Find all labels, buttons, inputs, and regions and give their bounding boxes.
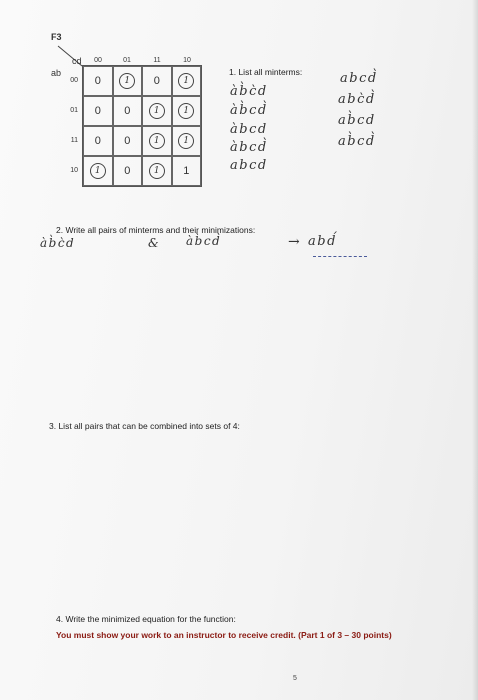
col-header: 11 bbox=[153, 57, 161, 64]
row-header: 00 bbox=[70, 77, 78, 84]
question-3: 3. List all pairs that can be combined into sets of 4: bbox=[49, 421, 240, 431]
minterm-right-1: abcd̀ bbox=[340, 71, 378, 86]
kmap-cell bbox=[142, 96, 172, 126]
kmap-cell bbox=[83, 96, 113, 126]
minterm-left-2: àb̀cd̀ bbox=[230, 103, 268, 118]
minterm-left-1: àb̀c̀d bbox=[230, 84, 268, 99]
kmap-cell bbox=[142, 66, 172, 96]
pair-minterm-a: àb̀c̀d bbox=[40, 236, 76, 250]
kmap-value: 0 bbox=[124, 135, 131, 147]
kmap-cell bbox=[113, 66, 143, 96]
circled-one: 1 bbox=[178, 73, 194, 89]
kmap-cell bbox=[83, 156, 113, 186]
minterm-right-4: ab̀cd̀ bbox=[338, 134, 376, 149]
circled-one: 1 bbox=[178, 103, 194, 119]
circled-one: 1 bbox=[178, 133, 194, 149]
col-header: 00 bbox=[94, 57, 102, 64]
kmap-cell bbox=[83, 66, 113, 96]
minterm-left-3: àbcd bbox=[230, 122, 268, 137]
minterm-left-5: abcd bbox=[230, 158, 268, 173]
kmap-cell bbox=[172, 126, 202, 156]
question-4: 4. Write the minimized equation for the function: bbox=[56, 614, 236, 624]
circled-one: 1 bbox=[149, 163, 165, 179]
kmap-title: F3 bbox=[51, 32, 62, 42]
pair-minimization: abd́ bbox=[308, 234, 337, 249]
kmap-grid bbox=[82, 65, 202, 187]
row-header: 01 bbox=[70, 107, 78, 114]
circled-one: 1 bbox=[149, 103, 165, 119]
kmap-value: 0 bbox=[153, 75, 160, 87]
col-header: 10 bbox=[183, 57, 191, 64]
minterm-right-2: abc̀d̀ bbox=[338, 92, 376, 107]
minterm-right-3: ab̀cd bbox=[338, 113, 376, 128]
page-number: 5 bbox=[293, 675, 297, 682]
corner-cd-label: cd bbox=[72, 56, 82, 66]
pair-ampersand: & bbox=[148, 236, 161, 250]
kmap-value: 0 bbox=[124, 165, 131, 177]
kmap-value: 1 bbox=[183, 165, 190, 177]
kmap-cell bbox=[172, 156, 202, 186]
kmap-value: 0 bbox=[94, 135, 101, 147]
circled-one: 1 bbox=[149, 133, 165, 149]
minterm-left-4: àbcd̀ bbox=[230, 140, 268, 155]
pair-minterm-b: àb̀cd̀ bbox=[186, 234, 222, 248]
kmap-value: 0 bbox=[94, 105, 101, 117]
col-header: 01 bbox=[123, 57, 131, 64]
instructor-note: You must show your work to an instructor to receive credit. (Part 1 of 3 – 30 points) bbox=[56, 630, 392, 640]
dotted-underline bbox=[313, 256, 367, 257]
circled-one: 1 bbox=[119, 73, 135, 89]
kmap-cell bbox=[142, 156, 172, 186]
kmap-cell bbox=[113, 126, 143, 156]
kmap-cell bbox=[113, 156, 143, 186]
pair-arrow: → bbox=[288, 234, 302, 250]
kmap-cell bbox=[172, 96, 202, 126]
corner-ab-label: ab bbox=[51, 68, 62, 78]
kmap-value: 0 bbox=[94, 75, 101, 87]
question-2: 2. Write all pairs of minterms and their minimizations: bbox=[56, 225, 256, 235]
kmap-cell bbox=[83, 126, 113, 156]
row-header: 11 bbox=[70, 137, 78, 144]
question-1: 1. List all minterms: bbox=[229, 67, 303, 77]
row-header: 10 bbox=[70, 167, 78, 174]
kmap-cell bbox=[142, 126, 172, 156]
kmap-value: 0 bbox=[124, 105, 131, 117]
circled-one: 1 bbox=[90, 163, 106, 179]
kmap-cell bbox=[172, 66, 202, 96]
kmap-cell bbox=[113, 96, 143, 126]
